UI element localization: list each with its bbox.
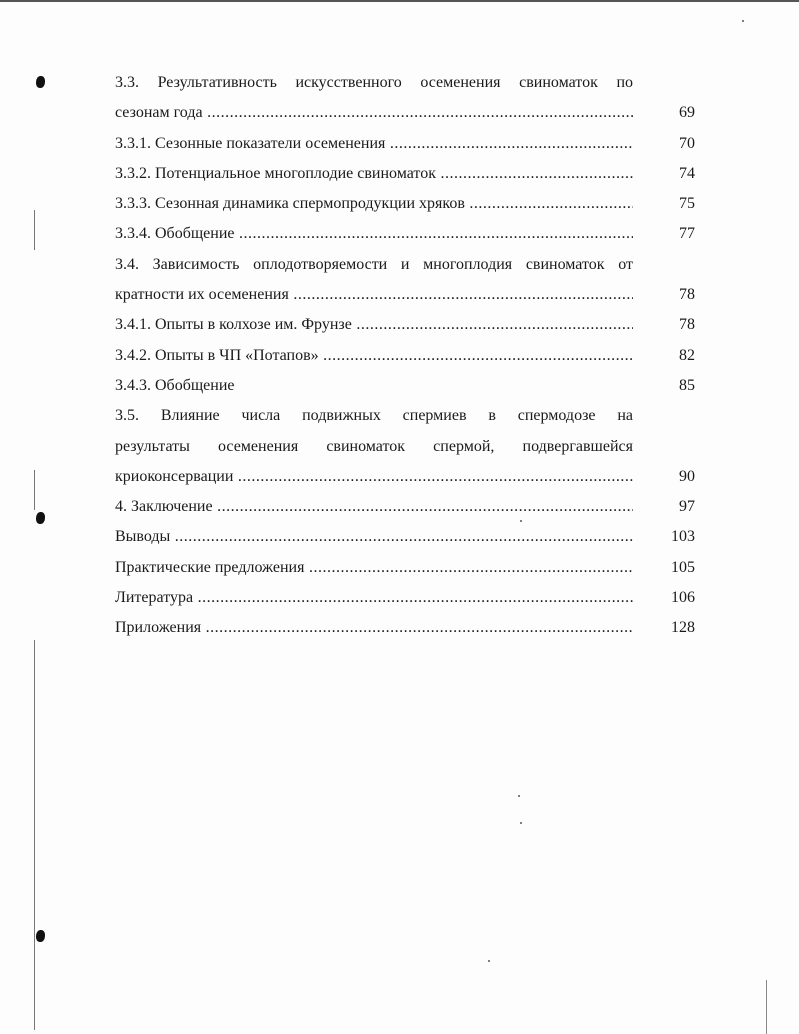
toc-entry-page-number: 103 (671, 528, 695, 546)
toc-entry-page-number: 74 (679, 164, 695, 182)
toc-entry (115, 189, 695, 219)
toc-entry-page-number: 75 (679, 195, 695, 213)
toc-entry-page-number: 85 (679, 376, 695, 394)
toc-entry (115, 129, 695, 159)
toc-entry (115, 583, 695, 613)
toc-entry-title: сезонам года ..... (115, 98, 633, 128)
toc-entry-title: 3.4.3. Обобщение (115, 376, 235, 394)
toc-entry (115, 432, 695, 462)
table-of-contents (115, 68, 695, 644)
toc-entry (115, 341, 695, 371)
scan-artifact-line (34, 470, 35, 510)
scan-speck (742, 20, 744, 22)
scan-artifact-line (34, 210, 35, 250)
toc-entry-page-number: 78 (679, 316, 695, 334)
toc-entry (115, 492, 695, 522)
toc-entry-title: Приложения ..... (115, 613, 633, 643)
toc-entry (115, 280, 695, 310)
toc-entry-title: Выводы ..... (115, 522, 633, 552)
scan-speck (488, 960, 490, 962)
toc-entry-title: кратности их осеменения ..... (115, 280, 633, 310)
toc-entry (115, 462, 695, 492)
toc-entry-title: 3.3.4. Обобщение ..... (115, 219, 633, 249)
binding-hole-mark (36, 930, 45, 942)
scan-artifact-line (766, 980, 767, 1034)
toc-entry (115, 159, 695, 189)
toc-entry-page-number: 106 (671, 589, 695, 607)
toc-entry-title: 4. Заключение ..... (115, 492, 633, 522)
scan-speck (520, 822, 522, 824)
toc-entry-page-number: 90 (679, 467, 695, 485)
toc-entry (115, 522, 695, 552)
binding-hole-mark (36, 512, 45, 524)
toc-entry-title: 3.3.3. Сезонная динамика спермопродукции хряков ..... (115, 189, 633, 219)
toc-entry-title: 3.3.1. Сезонные показатели осеменения ..... (115, 129, 633, 159)
toc-entry-title: 3.4.1. Опыты в колхозе им. Фрунзе ..... (115, 310, 633, 340)
toc-entry (115, 219, 695, 249)
toc-entry-title: 3.5. Влияние числа подвижных спермиев в спермодозе на (115, 407, 633, 425)
scan-speck (518, 795, 520, 797)
toc-entry-page-number: 77 (679, 225, 695, 243)
toc-entry-page-number: 82 (679, 346, 695, 364)
toc-entry (115, 371, 695, 401)
toc-entry (115, 68, 695, 98)
toc-entry-title: 3.4.2. Опыты в ЧП «Потапов» ..... (115, 341, 633, 371)
toc-entry-title: 3.4. Зависимость оплодотворяемости и многоплодия свиноматок от (115, 255, 633, 273)
binding-hole-mark (36, 76, 45, 88)
toc-entry-title: 3.3.2. Потенциальное многоплодие свиноматок ..... (115, 159, 633, 189)
toc-entry-title: Практические предложения ..... (115, 553, 633, 583)
toc-entry (115, 613, 695, 643)
toc-entry-page-number: 97 (679, 498, 695, 516)
toc-entry-title: результаты осеменения свиноматок спермой, подвергавшейся (115, 437, 633, 455)
scan-artifact-line (34, 640, 35, 1030)
toc-entry-page-number: 78 (679, 286, 695, 304)
toc-entry-title: криоконсервации ..... (115, 462, 633, 492)
toc-entry-page-number: 105 (671, 558, 695, 576)
toc-entry-page-number: 69 (679, 104, 695, 122)
toc-entry (115, 250, 695, 280)
toc-entry-title: 3.3. Результативность искусственного осеменения свиноматок по (115, 74, 633, 91)
scan-top-edge (0, 0, 799, 2)
toc-entry-title: Литература ..... (115, 583, 633, 613)
toc-entry-page-number: 128 (671, 619, 695, 637)
toc-entry (115, 98, 695, 128)
toc-entry (115, 401, 695, 431)
toc-entry (115, 310, 695, 340)
toc-entry-page-number: 70 (679, 134, 695, 152)
toc-entry (115, 553, 695, 583)
